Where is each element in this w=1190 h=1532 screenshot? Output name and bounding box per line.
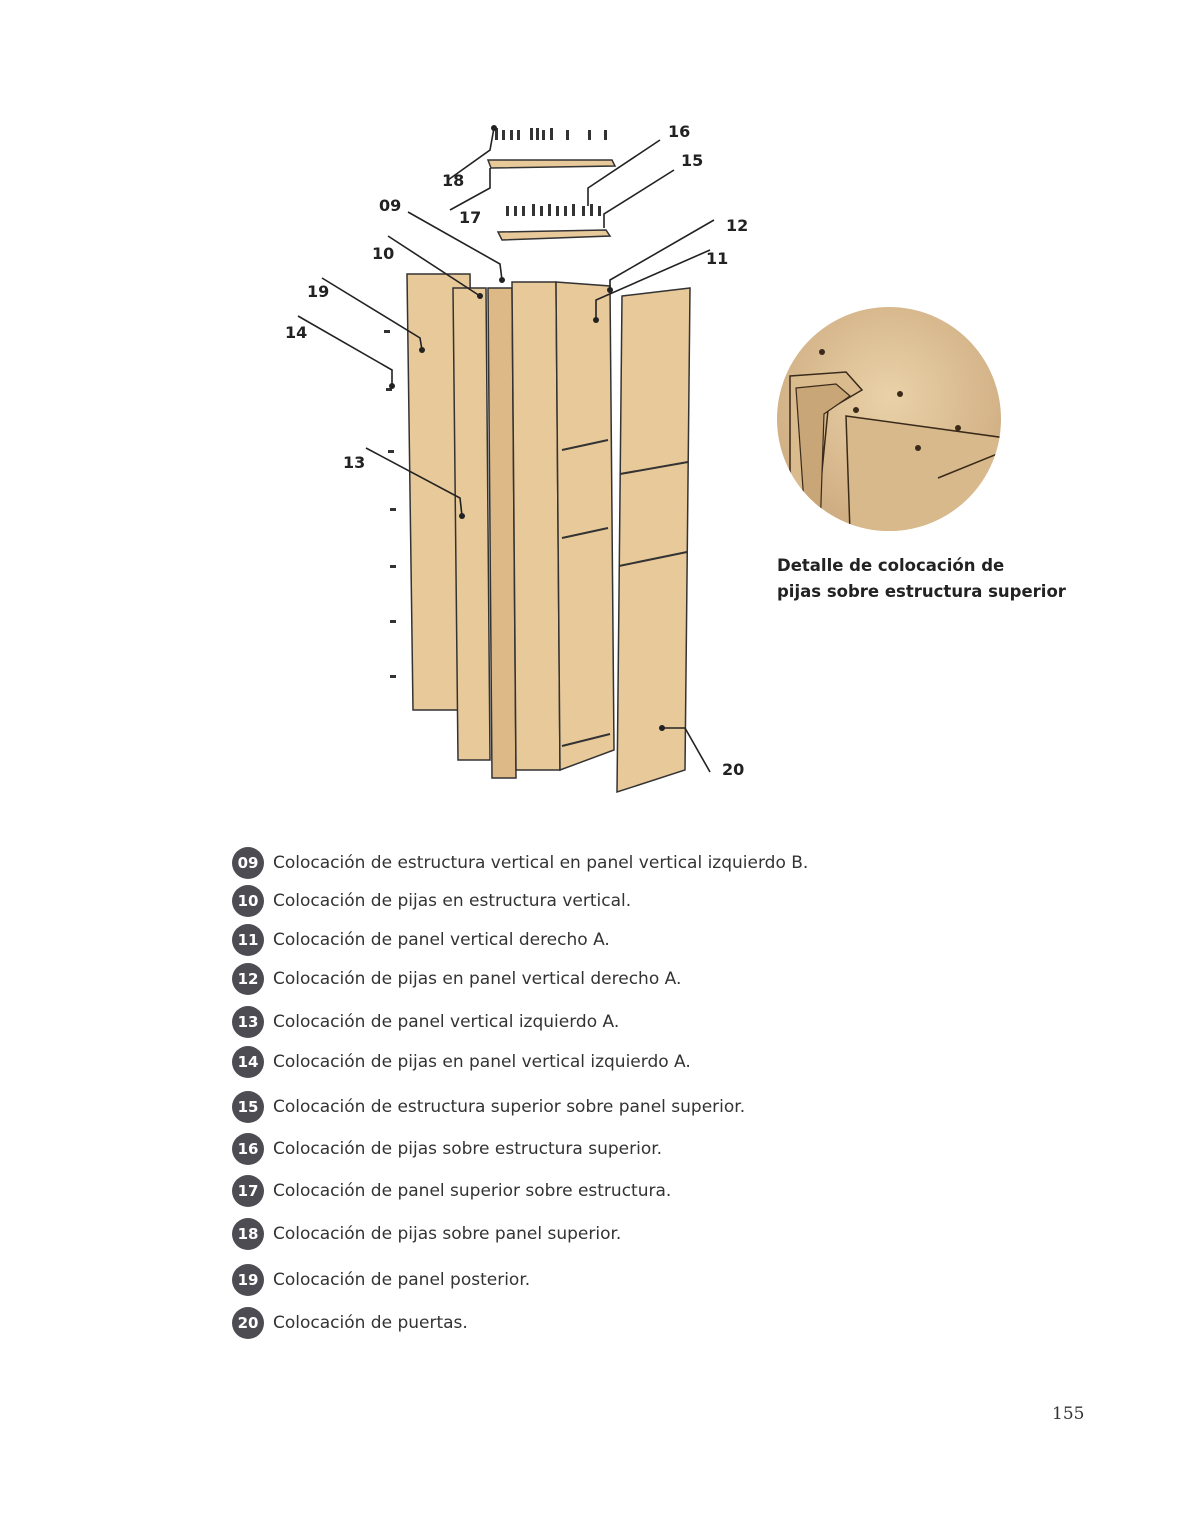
step-number-badge: 20 (232, 1307, 264, 1339)
step-number-badge: 13 (232, 1006, 264, 1038)
step-text: Colocación de pijas sobre panel superior. (273, 1224, 622, 1244)
step-text: Colocación de panel vertical izquierdo A. (273, 1012, 620, 1032)
callout-15: 15 (681, 151, 704, 170)
step-number-badge: 12 (232, 963, 264, 995)
step-number-badge: 16 (232, 1133, 264, 1165)
detail-caption (777, 553, 1077, 605)
screws-second-row (506, 204, 601, 216)
callout-11: 11 (706, 249, 729, 268)
detail-caption-line-2: pijas sobre estructura superior (777, 582, 1066, 601)
callout-10: 10 (372, 244, 395, 263)
step-item (232, 924, 610, 956)
vertical-structure (488, 288, 516, 778)
center-frame (512, 282, 560, 770)
step-item (232, 1218, 621, 1250)
step-text: Colocación de pijas en estructura vertical. (273, 891, 632, 911)
top-panel (488, 160, 615, 168)
step-text: Colocación de pijas en panel vertical derecho A. (273, 969, 682, 989)
step-item (232, 1175, 671, 1207)
step-item (232, 885, 631, 917)
step-text: Colocación de pijas en panel vertical izquierdo A. (273, 1052, 691, 1072)
step-item (232, 847, 808, 879)
step-item (232, 1307, 468, 1339)
step-item (232, 1091, 745, 1123)
callout-13: 13 (343, 453, 366, 472)
step-number-badge: 09 (232, 847, 264, 879)
callout-16: 16 (668, 122, 691, 141)
top-structure (498, 230, 610, 240)
step-number-badge: 18 (232, 1218, 264, 1250)
screws-top-row (495, 128, 607, 140)
step-item (232, 1133, 662, 1165)
callout-18: 18 (442, 171, 465, 190)
step-item (232, 1006, 619, 1038)
detail-zoom-image (776, 306, 1002, 532)
callout-20: 20 (722, 760, 745, 779)
step-text: Colocación de panel superior sobre estructura. (273, 1181, 672, 1201)
cabinet-body (556, 282, 614, 770)
step-item (232, 1264, 530, 1296)
step-text: Colocación de panel posterior. (273, 1270, 531, 1290)
step-text: Colocación de panel vertical derecho A. (273, 930, 610, 950)
callout-09: 09 (379, 196, 402, 215)
callout-14: 14 (285, 323, 308, 342)
step-number-badge: 17 (232, 1175, 264, 1207)
step-text: Colocación de estructura vertical en panel vertical izquierdo B. (273, 853, 809, 873)
step-number-badge: 11 (232, 924, 264, 956)
step-number-badge: 15 (232, 1091, 264, 1123)
detail-caption-line-1: Detalle de colocación de (777, 556, 1005, 575)
loose-screws (384, 330, 396, 678)
callout-19: 19 (307, 282, 330, 301)
step-number-badge: 19 (232, 1264, 264, 1296)
step-item (232, 1046, 691, 1078)
page-number: 155 (1052, 1404, 1085, 1424)
step-text: Colocación de pijas sobre estructura superior. (273, 1139, 663, 1159)
door-panel (617, 288, 690, 792)
callout-12: 12 (726, 216, 749, 235)
step-number-badge: 10 (232, 885, 264, 917)
step-text: Colocación de estructura superior sobre panel superior. (273, 1097, 746, 1117)
step-number-badge: 14 (232, 1046, 264, 1078)
step-text: Colocación de puertas. (273, 1313, 468, 1333)
callout-17: 17 (459, 208, 482, 227)
step-item (232, 963, 681, 995)
left-panel (453, 288, 490, 760)
